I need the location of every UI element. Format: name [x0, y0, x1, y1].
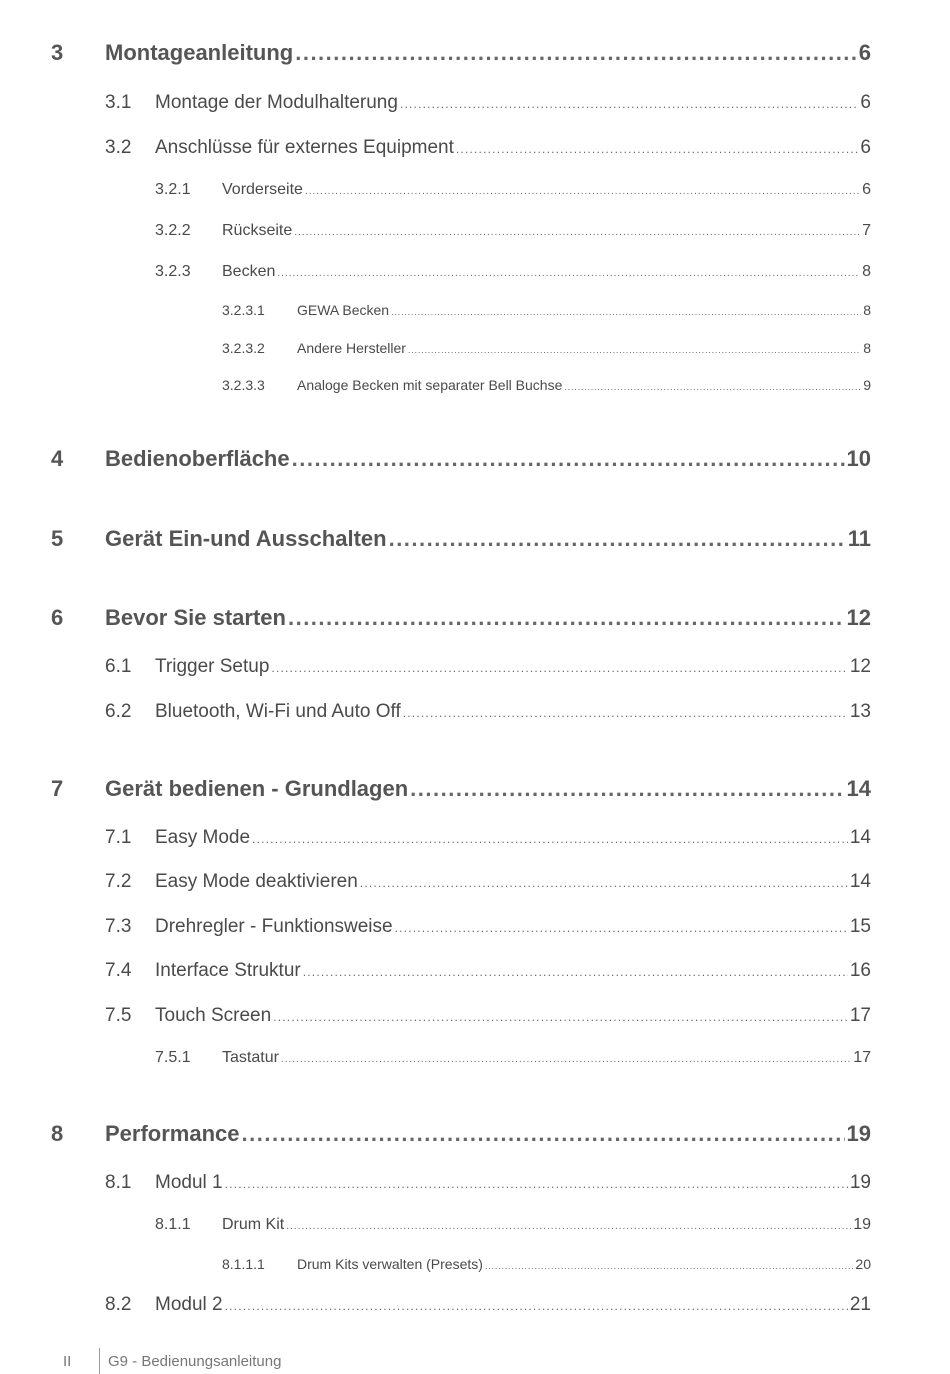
toc-entry-number: 7.5 — [105, 1005, 132, 1026]
toc-entry-number: 7.5.1 — [155, 1049, 191, 1066]
toc-entry-page: 17 — [853, 1049, 871, 1066]
toc-entry-title: Vorderseite — [222, 181, 303, 198]
toc-entry-number: 3.1 — [105, 92, 132, 113]
toc-entry-title: Gerät Ein-und Ausschalten — [105, 526, 387, 551]
toc-entry-title: Andere Hersteller — [297, 340, 406, 356]
toc-entry-title: Analoge Becken mit separater Bell Buchse — [297, 377, 563, 393]
dot-leader — [391, 307, 861, 317]
toc-entry-number: 7.4 — [105, 960, 132, 981]
page-footer — [63, 1348, 281, 1374]
dot-leader — [564, 382, 861, 392]
toc-entry-page: 8 — [862, 263, 871, 280]
dot-leader — [277, 268, 860, 279]
dot-leader — [389, 526, 846, 552]
dot-leader — [305, 186, 860, 197]
toc-entry-page: 11 — [847, 526, 871, 551]
footer-divider — [99, 1348, 100, 1374]
footer-page-number: II — [63, 1352, 72, 1370]
dot-leader — [303, 965, 848, 979]
toc-entry-title: Easy Mode — [155, 827, 251, 848]
toc-entry-title: GEWA Becken — [297, 302, 390, 318]
toc-entry-page: 19 — [853, 1216, 871, 1233]
toc-entry-number: 7.1 — [105, 827, 132, 848]
dot-leader — [288, 605, 845, 631]
dot-leader — [294, 227, 860, 238]
toc-entry-number: 3 — [51, 40, 64, 65]
toc-entry-title: Performance — [105, 1121, 240, 1146]
dot-leader — [410, 776, 844, 802]
toc-entry-number: 3.2.3.3 — [222, 377, 265, 393]
toc-entry-title: Tastatur — [222, 1049, 279, 1066]
toc-entry-number: 3.2.3.2 — [222, 340, 265, 356]
toc-entry-title: Bevor Sie starten — [105, 605, 286, 630]
toc-entry-page: 13 — [849, 701, 871, 722]
toc-entry-page: 14 — [849, 827, 871, 848]
toc-entry-title: Bluetooth, Wi-Fi und Auto Off — [155, 701, 401, 722]
toc-entry-page: 14 — [849, 871, 871, 892]
dot-leader — [456, 142, 859, 156]
dot-leader — [225, 1299, 848, 1313]
toc-entry-page: 19 — [849, 1172, 871, 1193]
toc-entry-title: Modul 2 — [155, 1294, 223, 1315]
toc-entry-number: 6 — [51, 605, 64, 630]
toc-entry-page: 6 — [860, 137, 871, 158]
toc-entry-page: 12 — [849, 656, 871, 677]
toc-entry-number: 7.3 — [105, 916, 132, 937]
toc-entry-number: 3.2.2 — [155, 222, 191, 239]
toc-entry-page: 7 — [862, 222, 871, 239]
toc-entry-number: 3.2.3 — [155, 263, 191, 280]
toc-entry-title: Bedienoberfläche — [105, 446, 290, 471]
toc-entry-title: Gerät bedienen - Grundlagen — [105, 776, 409, 801]
toc-entry-page: 6 — [862, 181, 871, 198]
toc-entry-page: 12 — [846, 605, 871, 630]
toc-entry-number: 3.2 — [105, 137, 132, 158]
dot-leader — [286, 1221, 851, 1232]
toc-entry-number: 8 — [51, 1121, 64, 1146]
footer-document-title: G9 - Bedienungsanleitung — [108, 1352, 282, 1370]
dot-leader — [395, 921, 848, 935]
toc-entry-number: 4 — [51, 446, 64, 471]
toc-entry-number: 8.1.1.1 — [222, 1256, 265, 1272]
toc-entry-number: 6.1 — [105, 656, 132, 677]
dot-leader — [360, 876, 848, 890]
toc-entry-page: 6 — [860, 92, 871, 113]
dot-leader — [281, 1054, 851, 1065]
toc-entry-number: 6.2 — [105, 701, 132, 722]
dot-leader — [271, 661, 847, 675]
toc-entry-title: Drum Kit — [222, 1216, 285, 1233]
toc-entry-page: 6 — [858, 40, 871, 65]
toc-entry-number: 3.2.1 — [155, 181, 191, 198]
toc-entry-title: Rückseite — [222, 222, 293, 239]
toc-entry-title: Modul 1 — [155, 1172, 223, 1193]
dot-leader — [273, 1010, 848, 1024]
toc-entry-number: 7.2 — [105, 871, 132, 892]
toc-entry-number: 8.2 — [105, 1294, 132, 1315]
toc-entry-title: Interface Struktur — [155, 960, 301, 981]
toc-entry-title: Trigger Setup — [155, 656, 270, 677]
toc-entry-number: 8.1 — [105, 1172, 132, 1193]
toc-entry-page: 15 — [849, 916, 871, 937]
dot-leader — [242, 1121, 845, 1147]
toc-entry-page: 9 — [863, 377, 871, 393]
toc-entry-page: 20 — [855, 1256, 871, 1272]
toc-entry-number: 3.2.3.1 — [222, 302, 265, 318]
toc-entry-number: 5 — [51, 526, 64, 551]
dot-leader — [400, 97, 858, 111]
dot-leader — [252, 832, 848, 846]
toc-entry-title: Drehregler - Funktionsweise — [155, 916, 393, 937]
toc-entry-title: Montageanleitung — [105, 40, 294, 65]
dot-leader — [403, 706, 848, 720]
dot-leader — [295, 40, 857, 66]
toc-entry-page: 16 — [849, 960, 871, 981]
toc-entry-title: Drum Kits verwalten (Presets) — [297, 1256, 483, 1272]
toc-entry-page: 21 — [849, 1294, 871, 1315]
dot-leader — [292, 446, 845, 472]
toc-entry-page: 10 — [846, 446, 871, 471]
toc-entry-page: 14 — [846, 776, 871, 801]
dot-leader — [408, 345, 861, 355]
toc-entry-number: 8.1.1 — [155, 1216, 191, 1233]
toc-entry-title: Easy Mode deaktivieren — [155, 871, 358, 892]
toc-entry-title: Anschlüsse für externes Equipment — [155, 137, 454, 158]
dot-leader — [225, 1177, 848, 1191]
toc-entry-title: Montage der Modulhalterung — [155, 92, 398, 113]
dot-leader — [485, 1261, 853, 1271]
toc-entry-page: 19 — [846, 1121, 871, 1146]
toc-entry-number: 7 — [51, 776, 64, 801]
toc-entry-page: 8 — [863, 340, 871, 356]
toc-entry-title: Becken — [222, 263, 276, 280]
toc-entry-page: 8 — [863, 302, 871, 318]
toc-entry-page: 17 — [849, 1005, 871, 1026]
toc-entry-title: Touch Screen — [155, 1005, 272, 1026]
